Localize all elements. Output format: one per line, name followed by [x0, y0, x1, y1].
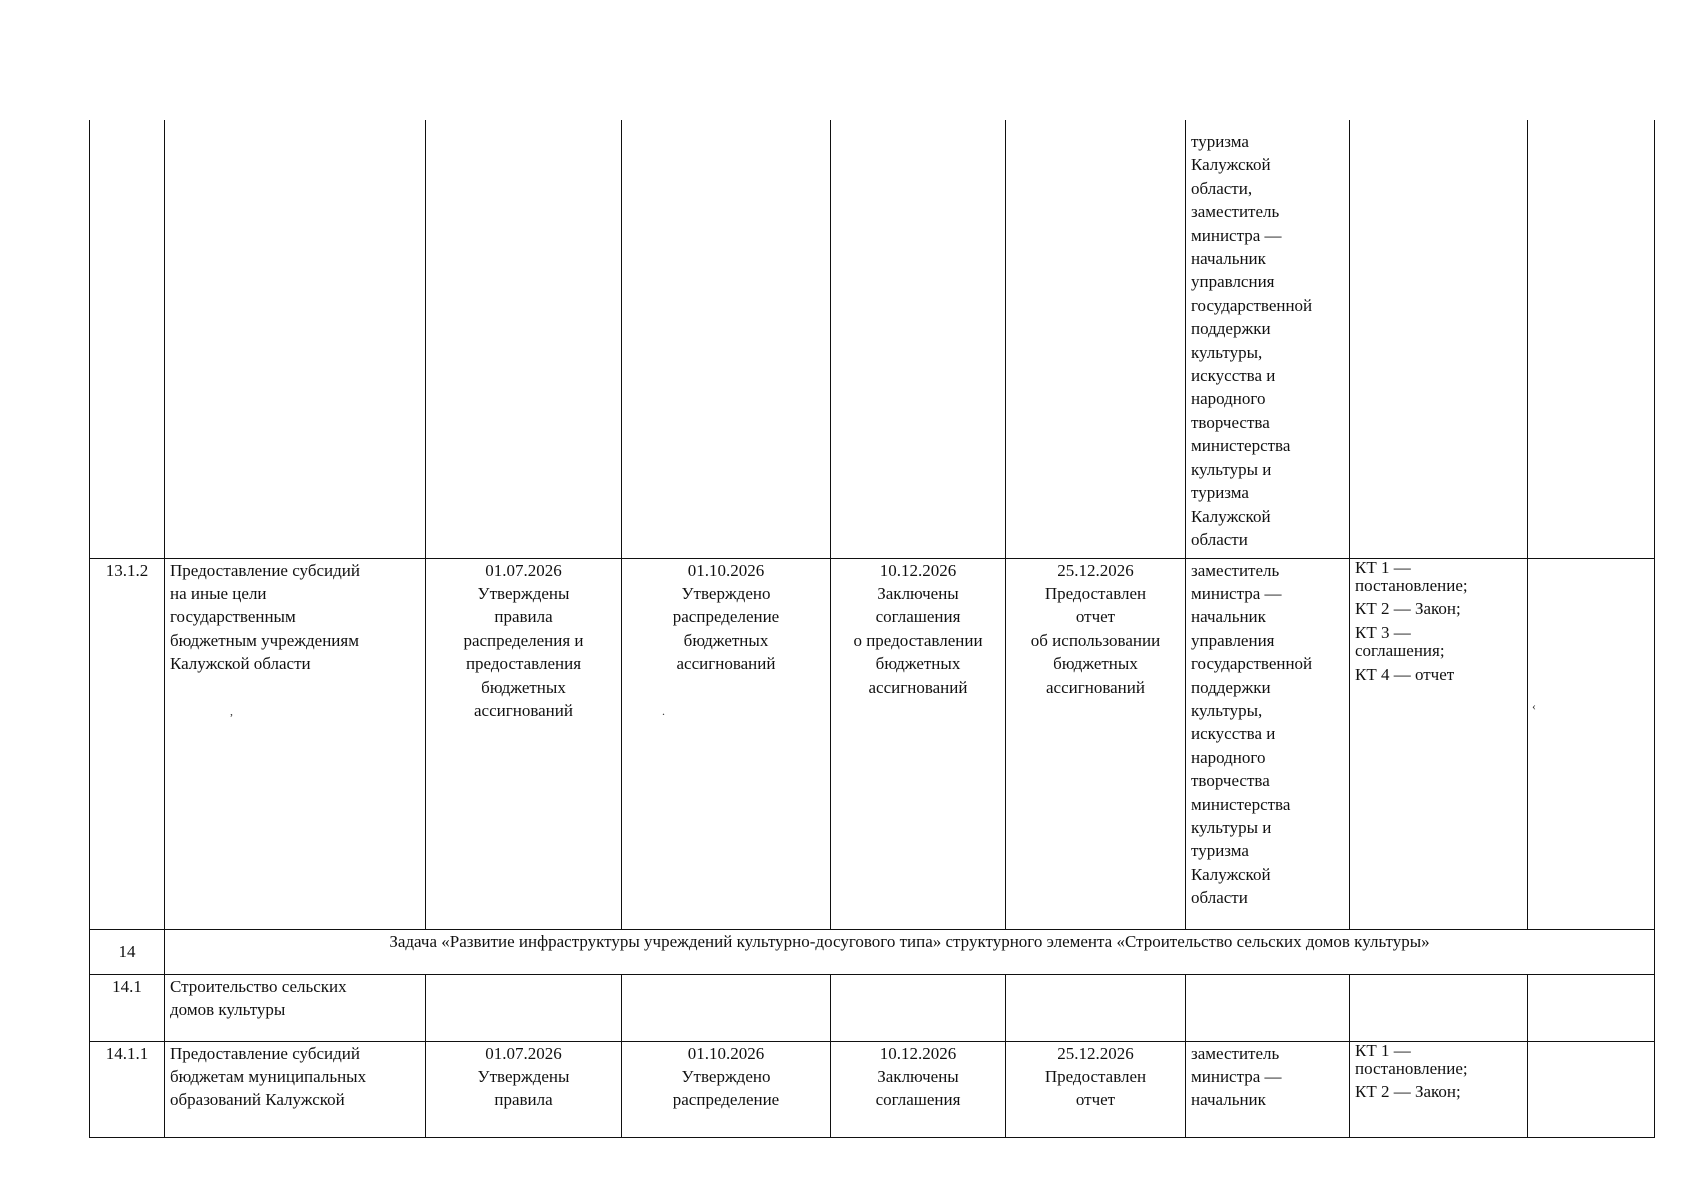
checkpoint-1: 01.07.2026 Утверждены правила распределения и предоставления бюджетных ассигнований — [426, 558, 622, 929]
checkpoint-2 — [622, 974, 831, 1041]
responsible-person: заместитель министра — начальник — [1186, 1041, 1350, 1137]
row-number: 14.1 — [90, 974, 165, 1041]
event-name: Предоставление субсидий на иные цели государственным бюджетным учреждениям Калужской области — [165, 558, 426, 929]
checkpoint-4: 25.12.2026 Предоставлен отчет об использовании бюджетных ассигнований — [1006, 558, 1186, 929]
document-item: КТ 2 — Закон; — [1355, 1082, 1461, 1102]
note-cell — [1528, 974, 1655, 1041]
checkpoint-4: 25.12.2026 Предоставлен отчет — [1006, 1041, 1186, 1137]
scan-speck: ‹ — [1532, 699, 1536, 713]
documents-cell — [1350, 1041, 1528, 1137]
row-number: 13.1.2 — [90, 558, 165, 929]
checkpoint-4 — [1006, 974, 1186, 1041]
documents-cell — [1350, 974, 1528, 1041]
responsible-person: заместитель министра — начальник управления государственной поддержки культуры, искусства и народного творчества министерства культуры и туризма Калужской области — [1186, 558, 1350, 929]
note-cell — [1528, 558, 1655, 929]
row-number: 14.1.1 — [90, 1041, 165, 1137]
plan-table — [89, 120, 1655, 1138]
checkpoint-1 — [426, 974, 622, 1041]
responsible-person: туризма Калужской области, заместитель министра — начальник управлсния государственной поддержки культуры, искусства и народного творчества министерства культуры и туризма Калужской области — [1186, 120, 1350, 558]
document-item: КТ 1 — постановление; — [1355, 557, 1468, 595]
checkpoint-3: 10.12.2026 Заключены соглашения о предоставлении бюджетных ассигнований — [831, 558, 1006, 929]
checkpoint-1 — [426, 120, 622, 558]
row-number — [90, 120, 165, 558]
table-row — [90, 558, 1655, 929]
document-item: КТ 3 — соглашения; — [1355, 622, 1445, 661]
document-item: КТ 1 — постановление; — [1355, 1040, 1468, 1078]
documents-cell — [1350, 558, 1528, 929]
task-title: Задача «Развитие инфраструктуры учреждений культурно-досугового типа» структурного элемента «Строительство сельских домов культуры» — [165, 929, 1655, 974]
scan-speck: , — [230, 704, 233, 718]
scan-speck: . — [662, 704, 665, 718]
checkpoint-2: 01.10.2026 Утверждено распределение — [622, 1041, 831, 1137]
checkpoint-4 — [1006, 120, 1186, 558]
checkpoint-2 — [622, 120, 831, 558]
task-row — [90, 929, 1655, 974]
checkpoint-2: 01.10.2026 Утверждено распределение бюджетных ассигнований — [622, 558, 831, 929]
checkpoint-3: 10.12.2026 Заключены соглашения — [831, 1041, 1006, 1137]
responsible-person — [1186, 974, 1350, 1041]
document-item: КТ 2 — Закон; — [1355, 599, 1461, 619]
table-row — [90, 1041, 1655, 1137]
checkpoint-1: 01.07.2026 Утверждены правила — [426, 1041, 622, 1137]
checkpoint-3 — [831, 120, 1006, 558]
note-cell — [1528, 120, 1655, 558]
table-row — [90, 120, 1655, 558]
task-number: 14 — [90, 929, 165, 974]
note-cell — [1528, 1041, 1655, 1137]
event-name: Предоставление субсидий бюджетам муниципальных образований Калужской — [165, 1041, 426, 1137]
event-name — [165, 120, 426, 558]
checkpoint-3 — [831, 974, 1006, 1041]
event-name: Строительство сельских домов культуры — [165, 974, 426, 1041]
documents-cell — [1350, 120, 1528, 558]
table-row — [90, 974, 1655, 1041]
document-item: КТ 4 — отчет — [1355, 664, 1455, 684]
